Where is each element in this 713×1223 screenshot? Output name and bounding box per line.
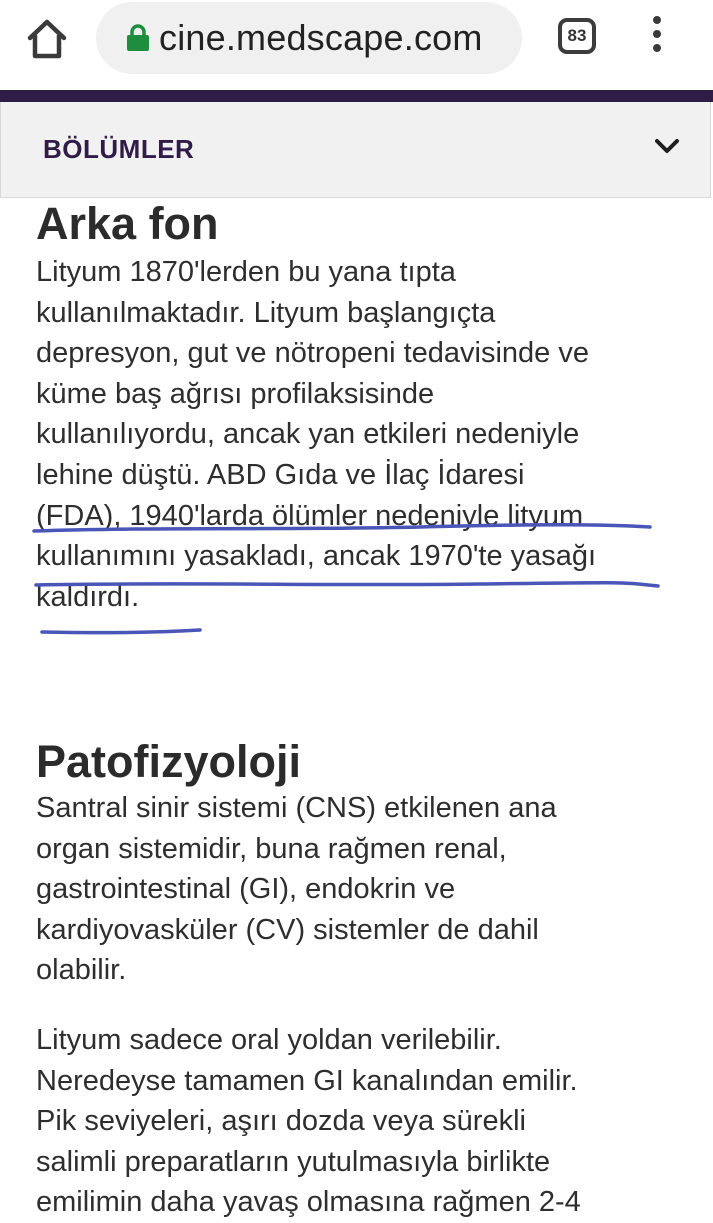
lock-icon: [126, 24, 150, 52]
paragraph-line: emilimin daha yavaş olmasına rağmen 2-4: [36, 1186, 581, 1219]
paragraph-line: kullanılmaktadır. Lityum başlangıçta: [36, 296, 496, 329]
home-icon[interactable]: [22, 14, 72, 64]
address-bar[interactable]: [96, 2, 522, 74]
paragraph-line: salimli preparatların yutulmasıyla birlikte: [36, 1145, 551, 1178]
section-heading-background: Arka fon: [36, 198, 219, 249]
paragraph-line: Lityum 1870'lerden bu yana tıpta: [36, 256, 456, 288]
paragraph-line: kardiyovasküler (CV) sistemler de dahil: [36, 913, 539, 946]
section-heading-pathophysiology: Patofizyoloji: [36, 736, 302, 787]
paragraph-line: lehine düştü. ABD Gıda ve İlaç İdaresi: [36, 458, 525, 491]
paragraph-line: organ sistemidir, buna rağmen renal,: [36, 832, 507, 865]
paragraph-line: gastrointestinal (GI), endokrin ve: [36, 873, 456, 906]
header-accent-bar: [0, 90, 713, 102]
paragraph-line: kaldırdı.: [36, 580, 140, 613]
paragraph-line: olabilir.: [36, 954, 127, 987]
paragraph-line: Neredeyse tamamen GI kanalından emilir.: [36, 1064, 578, 1097]
background-paragraph: [36, 252, 696, 617]
paragraph-line: Lityum sadece oral yoldan verilebilir.: [36, 1024, 502, 1056]
sections-label: BÖLÜMLER: [43, 134, 195, 164]
paragraph-line: (FDA), 1940'larda ölümler nedeniyle lityum: [36, 499, 584, 532]
sections-dropdown[interactable]: [0, 102, 711, 198]
more-vert-icon[interactable]: [644, 16, 670, 56]
paragraph-line: kullanımını yasakladı, ancak 1970'te yasağı: [36, 540, 597, 573]
chevron-down-icon[interactable]: [654, 138, 680, 156]
underline-stroke-3: [42, 630, 200, 633]
paragraph-line: kullanılıyordu, ancak yan etkileri nedeniyle: [36, 418, 580, 451]
url-text: cine.medscape.com: [159, 17, 483, 58]
paragraph-line: Santral sinir sistemi (CNS) etkilenen ana: [36, 792, 557, 824]
paragraph-line: depresyon, gut ve nötropeni tedavisinde ve: [36, 337, 589, 370]
absorption-paragraph: [36, 1020, 696, 1223]
paragraph-line: küme baş ağrısı profilaksisinde: [36, 377, 435, 410]
browser-toolbar: [0, 0, 713, 88]
pathophysiology-paragraph: [36, 788, 696, 991]
paragraph-line: Pik seviyeleri, aşırı dozda veya sürekli: [36, 1105, 526, 1138]
tab-switcher-button[interactable]: 83: [558, 18, 596, 54]
